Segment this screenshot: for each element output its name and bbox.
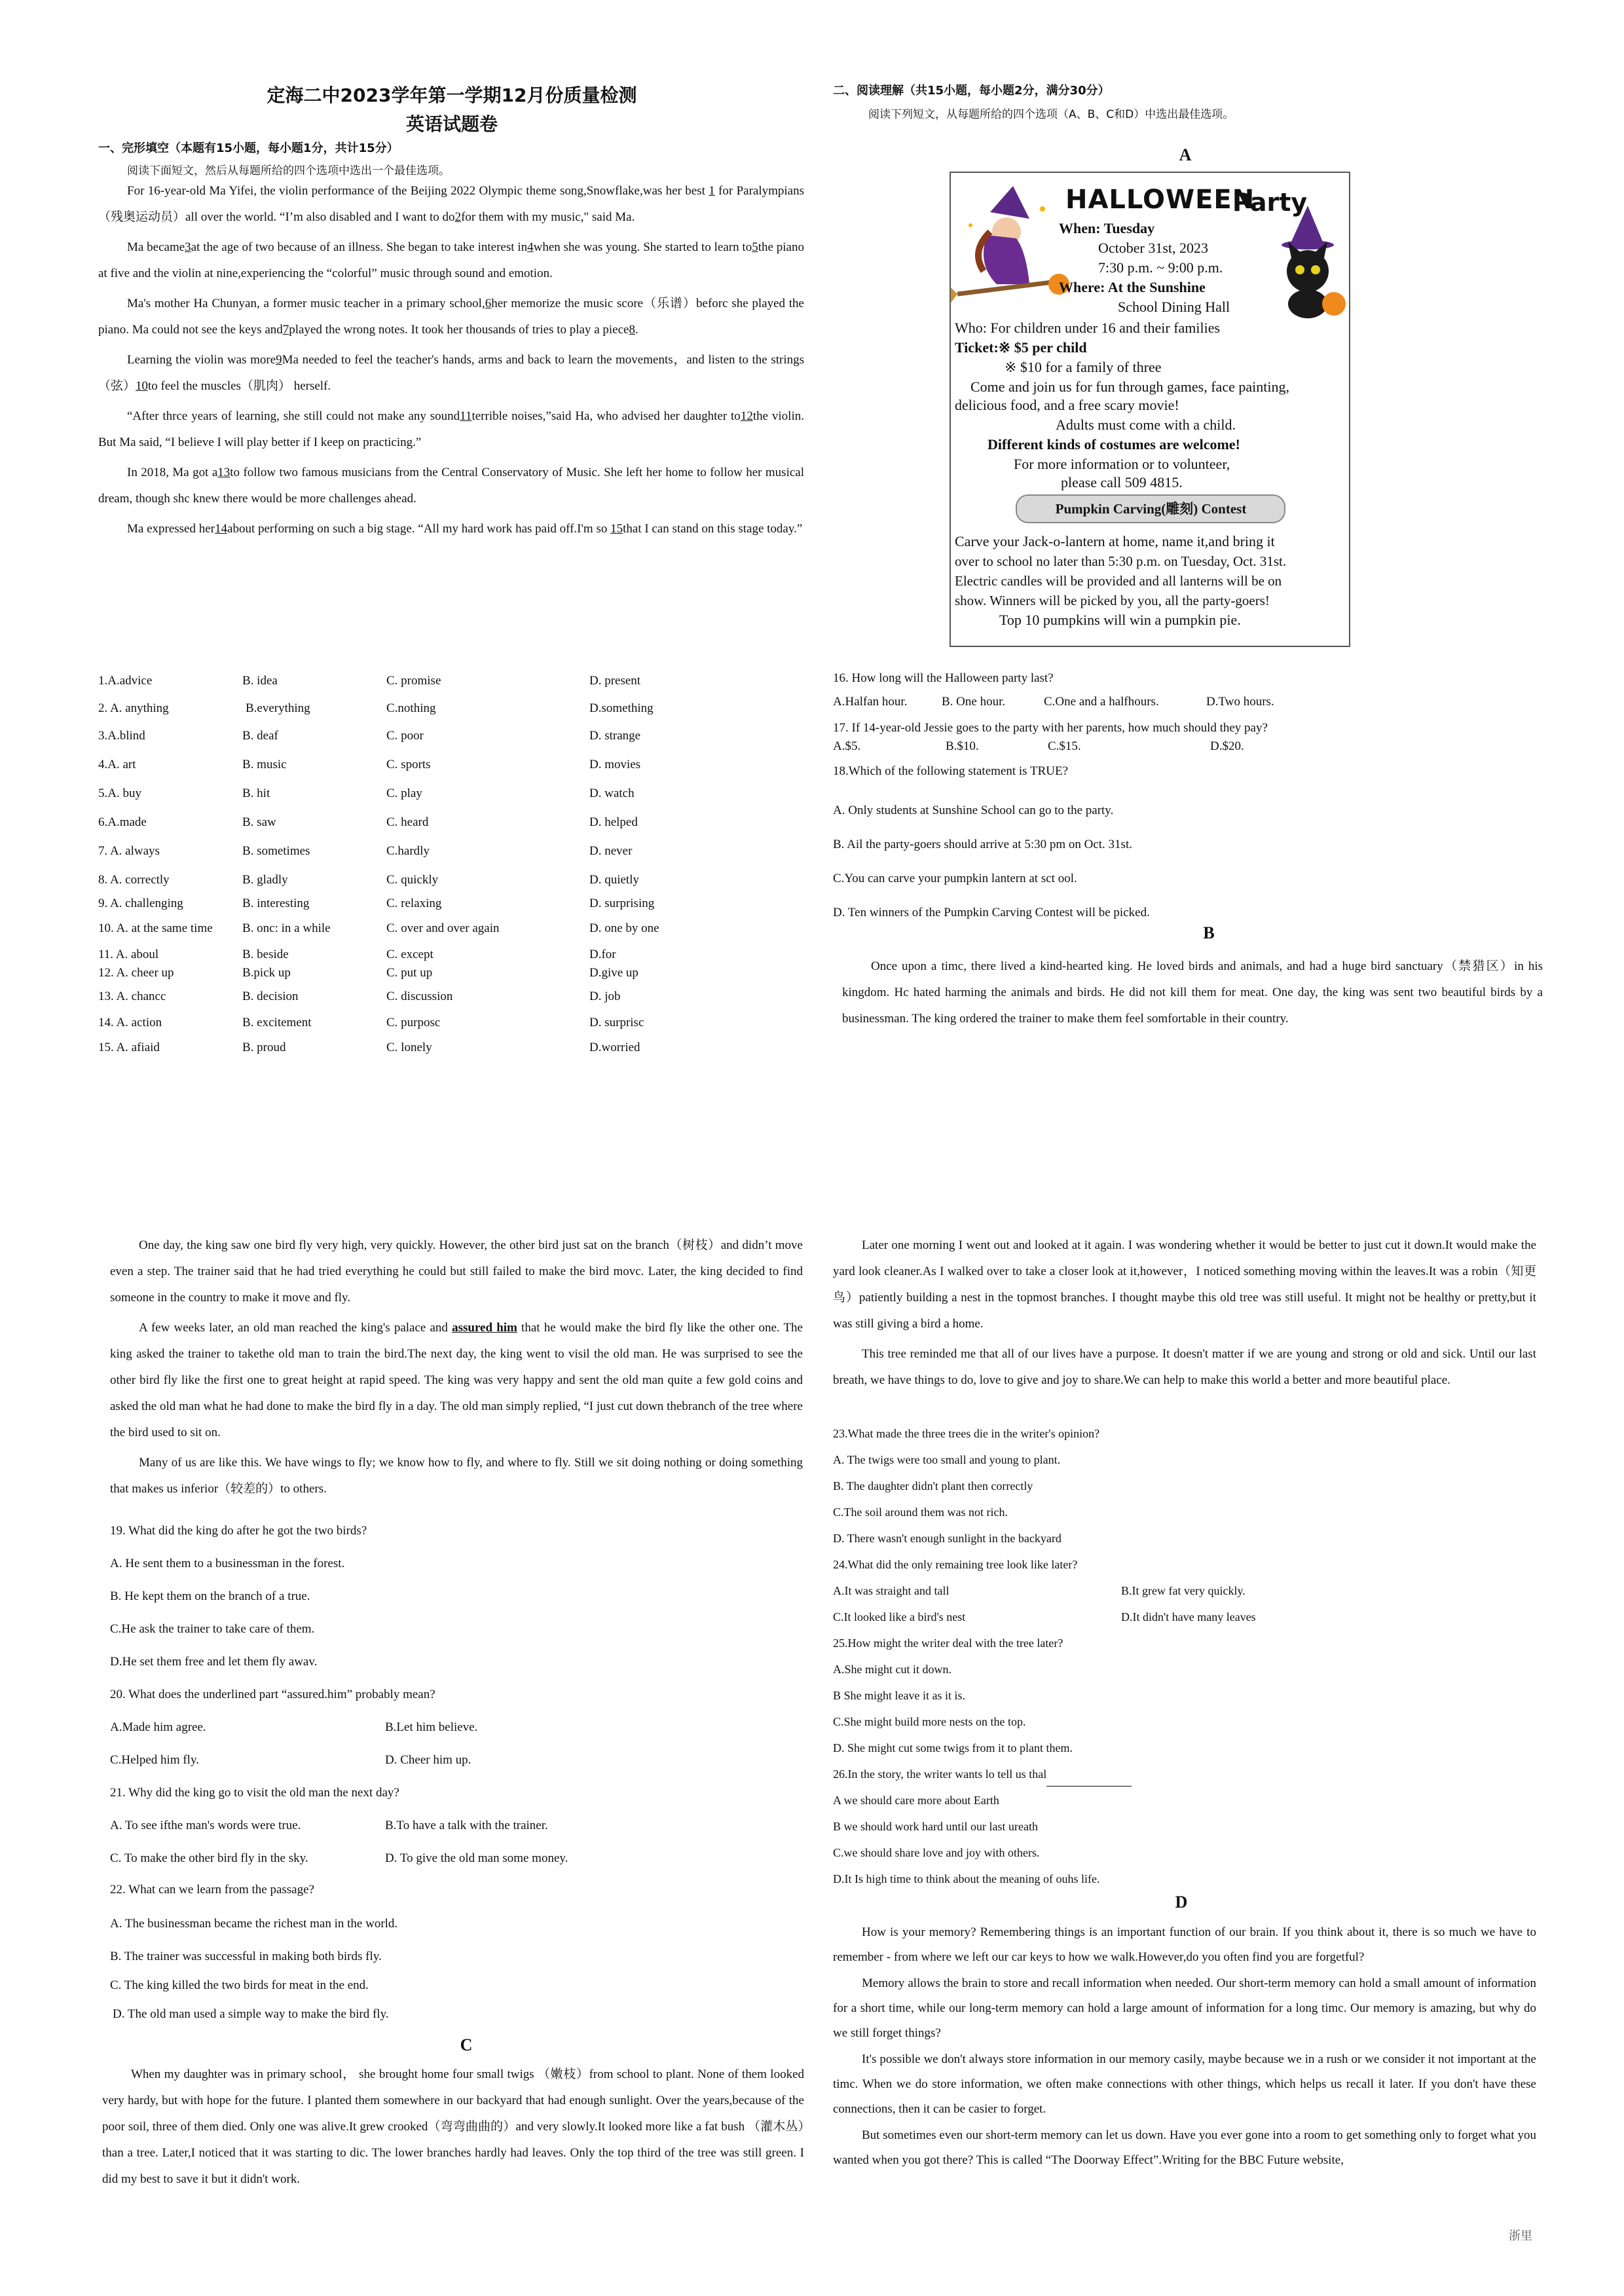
question-23: 23.What made the three trees die in the writer's opinion? (833, 1427, 1100, 1440)
q16-option-b[interactable]: B. One hour. (942, 695, 1006, 709)
q26-option-b[interactable]: B we should work hard until our last ureath (833, 1820, 1038, 1833)
option[interactable]: 7. A. always (98, 844, 160, 858)
option[interactable]: B.everything (246, 701, 310, 715)
passage-c-intro (102, 2062, 804, 2196)
passage-paragraph: Once upon a timc, there lived a kind-hearted king. He loved birds and animals, and had a huge bird sanctuary（禁猎区）in his kingdom. Hc hated harming the animals and birds. He did not kill them for meat. One day, the king was sent two beautiful birds by a businessman. The king ordered the trainer to make them feel somfortable in their country. (842, 959, 1543, 1026)
question-19: 19. What did the king do after he got the two birds? (110, 1524, 367, 1538)
option[interactable]: D. job (589, 990, 621, 1003)
passage-paragraph: It's possible we don't always store information in our memory casily, maybe because we in a rush or we consider it not important at the timc. When we do store information, we often make connections with other things, which helps us recall it later. If you don't have these connections, then it can be casier to forget. (833, 2052, 1536, 2116)
option[interactable]: C. lonely (386, 1041, 432, 1054)
option[interactable]: C. sports (386, 758, 431, 771)
option[interactable]: C. over and over again (386, 921, 500, 935)
q21-option-c[interactable]: C. To make the other bird fly in the sky. (110, 1851, 308, 1865)
q23-option-b[interactable]: B. The daughter didn't plant then correctly (833, 1479, 1033, 1492)
exam-subtitle: 英语试题卷 (405, 113, 498, 135)
option[interactable]: 3.A.blind (98, 729, 145, 743)
passage-paragraph: Many of us are like this. We have wings to fly; we know how to fly, and where to fly. Still we sit doing nothing or doing something that makes us inferior（较差的）to others. (110, 1456, 803, 1496)
cloze-paragraph: Ma's mother Ha Chunyan, a former music teacher in a primary school,6her memorize the music score（乐谱）beforc she played the piano. Ma could not see the keys and7played the wrong notes. It took her thousands of tries to play a piece8. (98, 297, 804, 337)
passage-d (833, 1920, 1536, 2174)
halloween-poster (950, 172, 1350, 647)
poster-costumes: Different kinds of costumes are welcome! (987, 436, 1240, 453)
q21-option-a[interactable]: A. To see ifthe man's words were true. (110, 1819, 301, 1832)
option[interactable]: B. beside (242, 948, 289, 961)
option[interactable]: D. helped (589, 815, 638, 829)
option[interactable]: B. onc: in a while (242, 921, 331, 935)
cloze-section-title: 一、完形填空（本题有15小题，每小题1分，共计15分） (98, 141, 399, 155)
option[interactable]: C. play (386, 787, 422, 800)
poster-brand: HALLOWEEN (1065, 185, 1255, 215)
option[interactable]: 1.A.advice (98, 674, 153, 688)
option[interactable]: 4.A. art (98, 758, 136, 771)
option[interactable]: C.nothing (386, 701, 436, 715)
question-17: 17. If 14-year-old Jessie goes to the party with her parents, how much should they pay? (833, 721, 1268, 735)
poster-contest-line: over to school no later than 5:30 p.m. on Tuesday, Oct. 31st. (955, 553, 1287, 569)
poster-when: When: Tuesday (1059, 220, 1155, 236)
option[interactable]: 14. A. action (98, 1016, 162, 1029)
passage-paragraph: This tree reminded me that all of our lives have a purpose. It doesn't matter if we are young and strong or old and sick. Until our last breath, we have things to do, love to give and joy to share.We can help to make this world a better and more beautiful place. (833, 1347, 1536, 1387)
reading-section-title: 二、阅读理解（共15小题，每小题2分，满分30分） (833, 84, 1110, 98)
reading-instruction: 阅读下列短文，从每题所给的四个选项（A、B、C和D）中选出最佳选项。 (868, 108, 1234, 121)
q26-option-d[interactable]: D.It Is high time to think about the meaning of ouhs life. (833, 1872, 1100, 1885)
blank: 5 (752, 240, 758, 254)
blank: 14 (215, 522, 228, 536)
q24-option-c[interactable]: C.It looked like a bird's nest (833, 1610, 966, 1623)
q19-option-b[interactable]: B. He kept them on the branch of a true. (110, 1589, 310, 1603)
option[interactable]: C. heard (386, 815, 429, 829)
poster-party: Party (1232, 188, 1308, 217)
answer-blank[interactable] (1046, 1769, 1132, 1787)
cloze-instruction: 阅读下面短文，然后从每题所给的四个选项中选出一个最佳选项。 (127, 164, 450, 177)
question-20: 20. What does the underlined part “assured.him” probably mean? (110, 1688, 435, 1701)
passage-letter-b: B (1203, 923, 1215, 942)
q18-option-c[interactable]: C.You can carve your pumpkin lantern at sct ool. (833, 872, 1077, 885)
passage-paragraph: Later one morning I went out and looked at it again. I was wondering whether it would be better to just cut it down.It would make the yard look cleaner.As I walked over to take a closer look at it,however，I noticed something moving within the leaves.It was a robin（知更鸟）patiently building a nest in the topmost branches. I thought maybe this old tree was still useful. It might not be healthy or pretty,but it was still giving a bird a home. (833, 1238, 1536, 1331)
q25-option-c[interactable]: C.She might build more nests on the top. (833, 1715, 1026, 1728)
q25-option-d[interactable]: D. She might cut some twigs from it to plant them. (833, 1741, 1073, 1754)
passage-c-body (833, 1232, 1536, 1398)
blank: 8 (629, 323, 635, 337)
poster-where: Where: At the Sunshine (1059, 279, 1206, 295)
poster-come1: Come and join us for fun through games, face painting, (970, 379, 1289, 395)
poster-come2: delicious food, and a free scary movie! (955, 397, 1179, 413)
q20-option-d[interactable]: D. Cheer him up. (385, 1753, 471, 1767)
poster-ticket: Ticket:※ $5 per child (955, 339, 1087, 356)
poster-contest: Pumpkin Carving(雕刻) Contest (1055, 501, 1247, 517)
poster-where2: School Dining Hall (1118, 299, 1230, 315)
option[interactable]: B. music (242, 758, 287, 771)
option[interactable]: D.worried (589, 1041, 640, 1054)
option[interactable]: B. sometimes (242, 844, 310, 858)
cloze-paragraph: “After thrce years of learning, she still could not make any sound11terrible noises,”said Ha, who advised her daughter to12the violin. But Ma said, “I believe I will play better if I keep on practicing.” (98, 409, 804, 449)
blank: 13 (217, 466, 231, 479)
q19-option-d[interactable]: D.He set them free and let them fly awav. (110, 1655, 318, 1669)
q20-option-b[interactable]: B.Let him believe. (385, 1720, 478, 1734)
blank: 10 (136, 379, 149, 393)
passage-b-intro (842, 954, 1543, 1036)
q22-option-c[interactable]: C. The king killed the two birds for meat in the end. (110, 1978, 369, 1992)
q17-option-b[interactable]: B.$10. (946, 739, 979, 753)
q24-option-d[interactable]: D.It didn't have many leaves (1121, 1610, 1256, 1623)
passage-paragraph: A few weeks later, an old man reached the king's palace and assured him that he would make the bird fly like the other one. The king asked the trainer to takethe old man to train the bird.The next day, the king went to visil the old man. He was surprised to see the other bird fly like the first one to great height at rapid speed. The king was very happy and sent the old man quite a few gold coins and asked the old man what he had done to make the bird fly in a day. The old man simply replied, “I just cut down thebranch of the tree where the bird used to sit on. (110, 1321, 803, 1439)
q21-option-b[interactable]: B.To have a talk with the trainer. (385, 1819, 548, 1832)
q23-option-a[interactable]: A. The twigs were too small and young to plant. (833, 1453, 1061, 1466)
question-21: 21. Why did the king go to visit the old man the next day? (110, 1786, 399, 1800)
q17-option-c[interactable]: C.$15. (1048, 739, 1081, 753)
option[interactable]: B. deaf (242, 729, 278, 743)
option[interactable]: D. movies (589, 758, 641, 771)
underlined-phrase: assured him (452, 1321, 517, 1335)
option[interactable]: D. surprisc (589, 1016, 644, 1029)
q19-option-c[interactable]: C.He ask the trainer to take care of them. (110, 1622, 315, 1636)
q26-option-c[interactable]: C.we should share love and joy with others. (833, 1846, 1040, 1859)
q24-option-a[interactable]: A.It was straight and tall (833, 1584, 950, 1597)
q24-option-b[interactable]: B.It grew fat very quickly. (1121, 1584, 1246, 1597)
option[interactable]: C. poor (386, 729, 424, 743)
option[interactable]: B. saw (242, 815, 276, 829)
option[interactable]: C. promise (386, 674, 441, 688)
passage-paragraph: But sometimes even our short-term memory can let us down. Have you ever gone into a room to get something only to forget what you wanted when you got there? This is called “The Doorway Effect”.Writing for the BBC Future website, (833, 2128, 1536, 2167)
blank: 7 (282, 323, 289, 337)
blank: 4 (527, 240, 534, 254)
option[interactable]: B. hit (242, 787, 270, 800)
cloze-options (98, 668, 805, 1061)
cloze-paragraph: Ma became3at the age of two because of an illness. She began to take interest in4when she was young. She started to learn to5the piano at five and the violin at nine,experiencing the “colorful” music through sound and emotion. (98, 240, 804, 280)
option[interactable]: D. strange (589, 729, 641, 743)
cloze-passage (98, 178, 804, 546)
option[interactable]: D.something (589, 701, 654, 715)
poster-info2: please call 509 4815. (1061, 474, 1183, 491)
q18-option-b[interactable]: B. Ail the party-goers should arrive at 5:30 pm on Oct. 31st. (833, 838, 1132, 851)
poster-adults: Adults must come with a child. (1056, 417, 1236, 433)
q17-option-a[interactable]: A.$5. (833, 739, 861, 753)
passage-paragraph: One day, the king saw one bird fly very high, very quickly. However, the other bird just sat on the branch（树枝）and didn’t move even a step. The trainer said that he had tried everything he could but still failed to make the bird movc. Later, the king decided to find someone in the country to make it move and fly. (110, 1238, 803, 1305)
option[interactable]: C.hardly (386, 844, 430, 858)
option[interactable]: B. decision (242, 990, 299, 1003)
option[interactable]: B. idea (242, 674, 278, 688)
passage-letter-d: D (1175, 1893, 1188, 1912)
option[interactable]: 9. A. challenging (98, 897, 183, 910)
poster-contest-line: Carve your Jack-o-lantern at home, name it,and bring it (955, 533, 1275, 549)
q26-option-a[interactable]: A we should care more about Earth (833, 1794, 999, 1807)
option[interactable]: 13. A. chancc (98, 990, 166, 1003)
question-26: 26.In the story, the writer wants lo tell us thal (833, 1762, 1132, 1787)
option[interactable]: C. quickly (386, 873, 439, 887)
blank: 15 (610, 522, 623, 536)
q25-option-b[interactable]: B She might leave it as it is. (833, 1689, 965, 1702)
q19-option-a[interactable]: A. He sent them to a businessman in the forest. (110, 1557, 345, 1570)
poster-time: 7:30 p.m. ~ 9:00 p.m. (1098, 259, 1223, 276)
poster-who: Who: For children under 16 and their families (955, 320, 1221, 336)
passage-b-body (110, 1232, 803, 1506)
q16-option-c[interactable]: C.One and a halfhours. (1044, 695, 1159, 709)
q25-option-a[interactable]: A.She might cut it down. (833, 1663, 951, 1676)
cloze-paragraph: Learning the violin was more9Ma needed to feel the teacher's hands, arms and back to learn the movements，and listen to the strings（弦）10to feel the muscles（肌肉） herself. (98, 353, 805, 393)
q20-option-a[interactable]: A.Made him agree. (110, 1720, 206, 1734)
q18-option-a[interactable]: A. Only students at Sunshine School can go to the party. (833, 804, 1114, 817)
cloze-paragraph: For 16-year-old Ma Yifei, the violin performance of the Beijing 2022 Olympic theme song,Snowflake,was her best 1 for Paralympians（残奥运动员）all over the world. “I’m also disabled and I want to do2for them with my music," said Ma. (98, 184, 804, 224)
option[interactable]: D. one by one (589, 921, 659, 935)
poster-ticket2: ※ $10 for a family of three (1005, 359, 1162, 375)
option[interactable]: B. excitement (242, 1016, 312, 1029)
blank: 11 (460, 409, 472, 423)
q22-option-d[interactable]: D. The old man used a simple way to make the bird fly. (113, 2007, 389, 2021)
passage-letter-a: A (1179, 145, 1192, 164)
poster-contest-line: Electric candles will be provided and all lanterns will be on (955, 573, 1282, 589)
option[interactable]: 6.A.made (98, 815, 147, 829)
q17-option-d[interactable]: D.$20. (1210, 739, 1244, 753)
option[interactable]: D. surprising (589, 897, 655, 910)
footer-watermark: 浙里 (1509, 2229, 1532, 2243)
option[interactable]: 12. A. cheer up (98, 966, 174, 980)
q22-option-b[interactable]: B. The trainer was successful in making both birds fly. (110, 1950, 382, 1963)
blank: 2 (454, 210, 462, 224)
option[interactable]: 10. A. at the same time (98, 921, 213, 935)
option[interactable]: 8. A. correctly (98, 873, 170, 887)
exam-title: 定海二中2023学年第一学期12月份质量检测 (267, 84, 637, 106)
q20-option-c[interactable]: C.Helped him fly. (110, 1753, 199, 1767)
passage-paragraph: Memory allows the brain to store and recall information when needed. Our short-term memory can hold a small amount of information for a short time, while our long-term memory can hold a large amount of information for a long timc. Our memory is amazing, but why do we still forget things? (833, 1976, 1536, 2040)
blank: 12 (740, 409, 753, 423)
passage-letter-c: C (460, 2035, 473, 2054)
option[interactable]: 15. A. afiaid (98, 1041, 160, 1054)
q23-option-d[interactable]: D. There wasn't enough sunlight in the backyard (833, 1532, 1061, 1545)
option[interactable]: 5.A. buy (98, 787, 141, 800)
option[interactable]: C. purposc (386, 1016, 441, 1029)
cloze-paragraph: Ma expressed her14about performing on such a big stage. “All my hard work has paid off.I'm so 15that I can stand on this stage today.” (127, 522, 803, 536)
poster-info1: For more information or to volunteer, (1014, 456, 1230, 472)
option[interactable]: C. relaxing (386, 897, 442, 910)
option[interactable]: B. interesting (242, 897, 310, 910)
option[interactable]: 2. A. anything (98, 701, 169, 715)
blank: 3 (185, 240, 191, 254)
question-22: 22. What can we learn from the passage? (110, 1883, 314, 1897)
q16-option-d[interactable]: D.Two hours. (1206, 695, 1274, 709)
q16-option-a[interactable]: A.Halfan hour. (833, 695, 908, 709)
q23-option-c[interactable]: C.The soil around them was not rich. (833, 1506, 1008, 1519)
blank: 1 (709, 184, 715, 198)
q21-option-d[interactable]: D. To give the old man some money. (385, 1851, 568, 1865)
question-18: 18.Which of the following statement is TRUE? (833, 764, 1068, 778)
option[interactable]: 11. A. aboul (98, 948, 159, 961)
option[interactable]: D. never (589, 844, 633, 858)
blank: 6 (485, 297, 492, 310)
option[interactable]: C. put up (386, 966, 433, 980)
option[interactable]: D. quietly (589, 873, 639, 887)
option[interactable]: D. present (589, 674, 641, 688)
q18-option-d[interactable]: D. Ten winners of the Pumpkin Carving Contest will be picked. (833, 906, 1150, 919)
option[interactable]: D.for (589, 948, 616, 961)
poster-contest-line: show. Winners will be picked by you, all the party-goers! (955, 593, 1270, 608)
question-24: 24.What did the only remaining tree look like later? (833, 1558, 1078, 1571)
option[interactable]: D.give up (589, 966, 638, 980)
option[interactable]: B.pick up (242, 966, 291, 980)
cloze-paragraph: In 2018, Ma got a13to follow two famous musicians from the Central Conservatory of Music. She left her home to follow her musical dream, though shc knew there would be more challenges ahead. (98, 466, 804, 506)
passage-paragraph: When my daughter was in primary school， she brought home four small twigs （嫩枝）from school to plant. None of them looked very hardy, but with hope for the future. I planted them somewhere in our backyard that had enough sunlight. Over the years,because of the poor soil, three of them died. Only one was alive.It grew crooked（弯弯曲曲的）and very slowly.It looked more like a fat bush （灌木丛）than a tree. Later,I noticed that it was starting to dic. The lower branches hardly had leaves. Only the top third of the tree was still green. I did my best to save it but it didn't work. (102, 2067, 804, 2186)
blank: 9 (276, 353, 282, 367)
question-25: 25.How might the writer deal with the tree later? (833, 1637, 1063, 1650)
poster-date: October 31st, 2023 (1098, 240, 1209, 256)
q22-option-a[interactable]: A. The businessman became the richest man in the world. (110, 1917, 398, 1931)
option[interactable]: D. watch (589, 787, 635, 800)
poster-contest-line: Top 10 pumpkins will win a pumpkin pie. (999, 612, 1241, 628)
question-16: 16. How long will the Halloween party last? (833, 671, 1054, 685)
option[interactable]: B. gladly (242, 873, 288, 887)
option[interactable]: B. proud (242, 1041, 286, 1054)
passage-paragraph: How is your memory? Remembering things is an important function of our brain. If you think about it, there is so much we have to remember - from where we left our car keys to how we walk.However,do you often find you are forgetful? (833, 1925, 1536, 1964)
option[interactable]: C. discussion (386, 990, 453, 1003)
option[interactable]: C. except (386, 948, 434, 961)
